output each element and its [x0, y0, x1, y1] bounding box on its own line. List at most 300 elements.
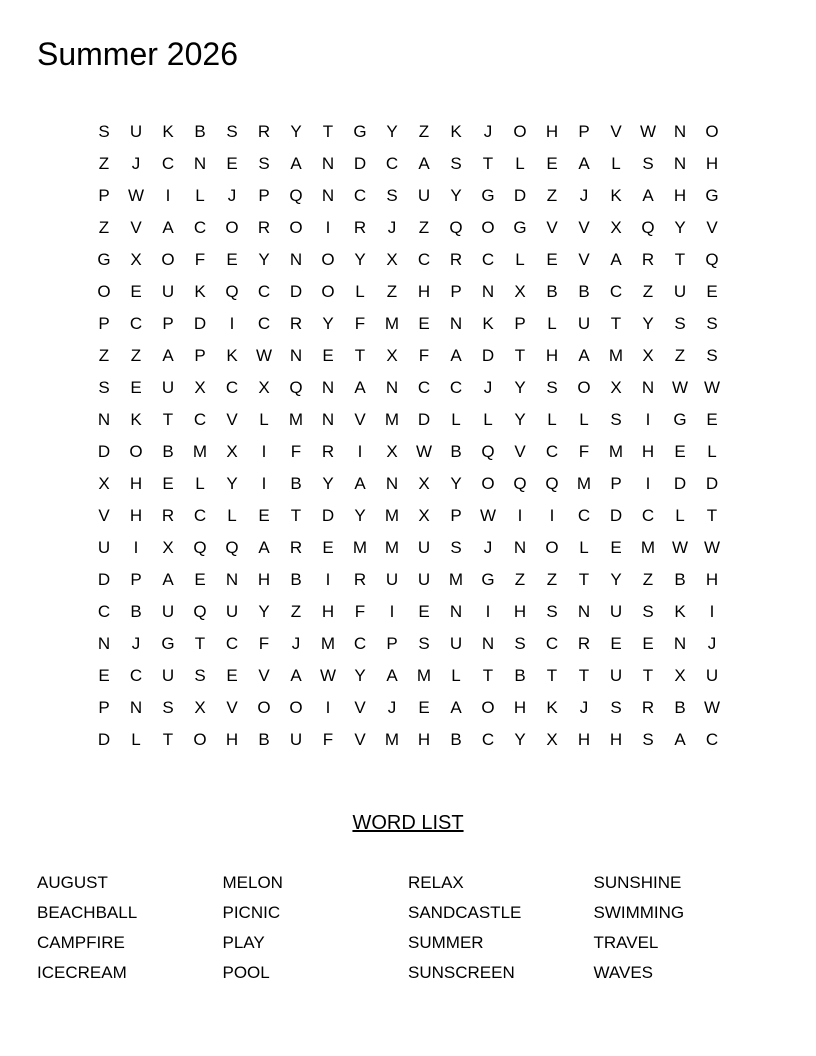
grid-letter[interactable]: Y	[514, 410, 526, 429]
grid-letter[interactable]: O	[481, 474, 495, 493]
grid-letter[interactable]: D	[97, 730, 111, 749]
grid-letter[interactable]: O	[129, 442, 143, 461]
grid-letter[interactable]: U	[385, 570, 399, 589]
grid-letter[interactable]: C	[193, 410, 207, 429]
grid-letter[interactable]: G	[705, 186, 719, 205]
grid-letter[interactable]: S	[98, 378, 110, 397]
grid-letter[interactable]: E	[130, 282, 142, 301]
grid-letter[interactable]: N	[641, 378, 655, 397]
grid-letter[interactable]: P	[450, 506, 462, 525]
grid-letter[interactable]: T	[674, 250, 686, 269]
grid-letter[interactable]: X	[418, 506, 430, 525]
grid-letter[interactable]: S	[610, 698, 622, 717]
grid-letter[interactable]: S	[98, 122, 110, 141]
grid-letter[interactable]: R	[641, 698, 655, 717]
grid-letter[interactable]: D	[481, 346, 495, 365]
grid-letter[interactable]: S	[642, 154, 654, 173]
grid-letter[interactable]: D	[289, 282, 303, 301]
grid-letter[interactable]: I	[325, 218, 331, 237]
grid-letter[interactable]: T	[290, 506, 302, 525]
grid-letter[interactable]: Q	[225, 282, 239, 301]
grid-letter[interactable]: A	[610, 250, 622, 269]
grid-letter[interactable]: A	[386, 666, 398, 685]
grid-letter[interactable]: U	[161, 666, 175, 685]
grid-letter[interactable]: Q	[289, 378, 303, 397]
grid-letter[interactable]: Z	[418, 218, 430, 237]
grid-letter[interactable]: W	[319, 666, 337, 685]
grid-letter[interactable]: S	[706, 314, 718, 333]
grid-letter[interactable]: Q	[641, 218, 655, 237]
grid-letter[interactable]: X	[226, 442, 238, 461]
grid-letter[interactable]: K	[610, 186, 622, 205]
grid-letter[interactable]: H	[545, 346, 559, 365]
grid-letter[interactable]: Y	[450, 474, 462, 493]
grid-letter[interactable]: B	[674, 570, 686, 589]
grid-letter[interactable]: G	[481, 186, 495, 205]
grid-letter[interactable]: N	[321, 154, 335, 173]
grid-letter[interactable]: J	[579, 698, 589, 717]
grid-letter[interactable]: K	[482, 314, 494, 333]
grid-letter[interactable]: H	[129, 506, 143, 525]
grid-letter[interactable]: A	[450, 698, 462, 717]
grid-letter[interactable]: U	[161, 282, 175, 301]
grid-letter[interactable]: V	[354, 730, 366, 749]
grid-letter[interactable]: A	[674, 730, 686, 749]
grid-letter[interactable]: L	[355, 282, 365, 301]
grid-letter[interactable]: E	[98, 666, 110, 685]
grid-letter[interactable]: M	[288, 410, 304, 429]
grid-letter[interactable]: F	[418, 346, 430, 365]
grid-letter[interactable]: A	[354, 474, 366, 493]
grid-letter[interactable]: E	[226, 666, 238, 685]
grid-letter[interactable]: J	[131, 634, 141, 653]
grid-letter[interactable]: P	[578, 122, 590, 141]
grid-letter[interactable]: C	[353, 186, 367, 205]
grid-letter[interactable]: E	[546, 250, 558, 269]
grid-letter[interactable]: V	[578, 250, 590, 269]
grid-letter[interactable]: Y	[354, 250, 366, 269]
grid-letter[interactable]: Q	[705, 250, 719, 269]
grid-letter[interactable]: T	[482, 154, 494, 173]
grid-letter[interactable]: U	[417, 538, 431, 557]
grid-letter[interactable]: V	[610, 122, 622, 141]
grid-letter[interactable]: U	[609, 602, 623, 621]
grid-letter[interactable]: M	[448, 570, 464, 589]
grid-letter[interactable]: X	[642, 346, 654, 365]
grid-letter[interactable]: B	[130, 602, 142, 621]
grid-letter[interactable]: K	[162, 122, 174, 141]
grid-letter[interactable]: R	[449, 250, 463, 269]
grid-letter[interactable]: V	[514, 442, 526, 461]
grid-letter[interactable]: Z	[642, 282, 654, 301]
grid-letter[interactable]: P	[130, 570, 142, 589]
grid-letter[interactable]: C	[481, 730, 495, 749]
grid-letter[interactable]: F	[322, 730, 334, 749]
grid-letter[interactable]: D	[353, 154, 367, 173]
grid-letter[interactable]: E	[226, 250, 238, 269]
grid-letter[interactable]: L	[483, 410, 493, 429]
grid-letter[interactable]: D	[673, 474, 687, 493]
grid-letter[interactable]: N	[321, 410, 335, 429]
grid-letter[interactable]: H	[129, 474, 143, 493]
grid-letter[interactable]: R	[257, 218, 271, 237]
grid-letter[interactable]: P	[98, 186, 110, 205]
grid-letter[interactable]: L	[611, 154, 621, 173]
grid-letter[interactable]: Y	[642, 314, 654, 333]
grid-letter[interactable]: L	[195, 474, 205, 493]
grid-letter[interactable]: W	[255, 346, 273, 365]
grid-letter[interactable]: L	[259, 410, 269, 429]
grid-letter[interactable]: I	[261, 474, 267, 493]
grid-letter[interactable]: J	[579, 186, 589, 205]
grid-letter[interactable]: A	[290, 666, 302, 685]
grid-letter[interactable]: B	[514, 666, 526, 685]
grid-letter[interactable]: H	[609, 730, 623, 749]
grid-letter[interactable]: K	[674, 602, 686, 621]
grid-letter[interactable]: O	[577, 378, 591, 397]
grid-letter[interactable]: I	[709, 602, 715, 621]
grid-letter[interactable]: V	[706, 218, 718, 237]
grid-letter[interactable]: V	[578, 218, 590, 237]
grid-letter[interactable]: C	[385, 154, 399, 173]
grid-letter[interactable]: E	[706, 282, 718, 301]
grid-letter[interactable]: S	[674, 314, 686, 333]
grid-letter[interactable]: C	[97, 602, 111, 621]
grid-letter[interactable]: I	[325, 570, 331, 589]
grid-letter[interactable]: L	[451, 410, 461, 429]
grid-letter[interactable]: U	[129, 122, 143, 141]
grid-letter[interactable]: B	[450, 730, 462, 749]
grid-letter[interactable]: Y	[354, 666, 366, 685]
grid-letter[interactable]: H	[577, 730, 591, 749]
grid-letter[interactable]: U	[577, 314, 591, 333]
grid-letter[interactable]: N	[321, 186, 335, 205]
grid-letter[interactable]: E	[706, 410, 718, 429]
grid-letter[interactable]: J	[483, 538, 493, 557]
grid-letter[interactable]: O	[289, 218, 303, 237]
grid-letter[interactable]: X	[418, 474, 430, 493]
grid-letter[interactable]: O	[545, 538, 559, 557]
grid-letter[interactable]: H	[641, 442, 655, 461]
grid-letter[interactable]: T	[706, 506, 718, 525]
grid-letter[interactable]: S	[642, 602, 654, 621]
grid-letter[interactable]: Z	[546, 570, 558, 589]
grid-letter[interactable]: S	[642, 730, 654, 749]
grid-letter[interactable]: Y	[514, 730, 526, 749]
grid-letter[interactable]: K	[194, 282, 206, 301]
grid-letter[interactable]: F	[194, 250, 206, 269]
grid-letter[interactable]: Q	[513, 474, 527, 493]
grid-letter[interactable]: S	[546, 378, 558, 397]
grid-letter[interactable]: F	[258, 634, 270, 653]
grid-letter[interactable]: B	[162, 442, 174, 461]
grid-letter[interactable]: W	[639, 122, 657, 141]
grid-letter[interactable]: N	[385, 378, 399, 397]
grid-letter[interactable]: B	[290, 570, 302, 589]
grid-letter[interactable]: U	[289, 730, 303, 749]
grid-letter[interactable]: E	[322, 346, 334, 365]
grid-letter[interactable]: H	[545, 122, 559, 141]
grid-letter[interactable]: Y	[354, 506, 366, 525]
grid-letter[interactable]: A	[290, 154, 302, 173]
grid-letter[interactable]: C	[577, 506, 591, 525]
grid-letter[interactable]: N	[513, 538, 527, 557]
grid-letter[interactable]: C	[193, 218, 207, 237]
grid-letter[interactable]: V	[546, 218, 558, 237]
grid-letter[interactable]: K	[546, 698, 558, 717]
grid-letter[interactable]: S	[546, 602, 558, 621]
grid-letter[interactable]: N	[385, 474, 399, 493]
grid-letter[interactable]: H	[225, 730, 239, 749]
grid-letter[interactable]: C	[193, 506, 207, 525]
grid-letter[interactable]: B	[450, 442, 462, 461]
grid-letter[interactable]: O	[225, 218, 239, 237]
grid-letter[interactable]: H	[513, 698, 527, 717]
grid-letter[interactable]: W	[127, 186, 145, 205]
grid-letter[interactable]: J	[387, 218, 397, 237]
grid-letter[interactable]: O	[481, 218, 495, 237]
grid-letter[interactable]: L	[547, 314, 557, 333]
grid-letter[interactable]: R	[289, 538, 303, 557]
grid-letter[interactable]: Y	[226, 474, 238, 493]
grid-letter[interactable]: A	[162, 346, 174, 365]
grid-letter[interactable]: E	[418, 602, 430, 621]
grid-letter[interactable]: W	[479, 506, 497, 525]
grid-letter[interactable]: W	[703, 538, 721, 557]
grid-letter[interactable]: M	[384, 538, 400, 557]
grid-letter[interactable]: I	[357, 442, 363, 461]
grid-letter[interactable]: J	[131, 154, 141, 173]
grid-letter[interactable]: U	[225, 602, 239, 621]
grid-letter[interactable]: R	[641, 250, 655, 269]
grid-letter[interactable]: T	[322, 122, 334, 141]
grid-letter[interactable]: G	[481, 570, 495, 589]
grid-letter[interactable]: V	[226, 410, 238, 429]
grid-letter[interactable]: N	[193, 154, 207, 173]
grid-letter[interactable]: W	[671, 538, 689, 557]
grid-letter[interactable]: W	[703, 698, 721, 717]
grid-letter[interactable]: N	[481, 282, 495, 301]
grid-letter[interactable]: N	[97, 410, 111, 429]
grid-letter[interactable]: U	[417, 570, 431, 589]
grid-letter[interactable]: R	[353, 570, 367, 589]
grid-letter[interactable]: U	[673, 282, 687, 301]
grid-letter[interactable]: M	[384, 506, 400, 525]
grid-letter[interactable]: I	[645, 410, 651, 429]
grid-letter[interactable]: M	[576, 474, 592, 493]
grid-letter[interactable]: C	[545, 442, 559, 461]
grid-letter[interactable]: A	[578, 346, 590, 365]
grid-letter[interactable]: A	[162, 218, 174, 237]
grid-letter[interactable]: A	[450, 346, 462, 365]
grid-letter[interactable]: X	[546, 730, 558, 749]
grid-letter[interactable]: Z	[98, 154, 110, 173]
grid-letter[interactable]: I	[261, 442, 267, 461]
grid-letter[interactable]: J	[483, 122, 493, 141]
grid-letter[interactable]: Q	[193, 602, 207, 621]
grid-letter[interactable]: K	[450, 122, 462, 141]
grid-letter[interactable]: L	[707, 442, 717, 461]
grid-letter[interactable]: P	[98, 314, 110, 333]
grid-letter[interactable]: C	[161, 154, 175, 173]
grid-letter[interactable]: S	[194, 666, 206, 685]
grid-letter[interactable]: Y	[322, 314, 334, 333]
grid-letter[interactable]: V	[258, 666, 270, 685]
grid-letter[interactable]: O	[193, 730, 207, 749]
grid-letter[interactable]: B	[194, 122, 206, 141]
grid-letter[interactable]: N	[577, 602, 591, 621]
grid-letter[interactable]: J	[483, 378, 493, 397]
grid-letter[interactable]: H	[417, 730, 431, 749]
grid-letter[interactable]: G	[673, 410, 687, 429]
grid-letter[interactable]: T	[546, 666, 558, 685]
grid-letter[interactable]: X	[194, 698, 206, 717]
grid-letter[interactable]: Q	[225, 538, 239, 557]
grid-letter[interactable]: G	[97, 250, 111, 269]
grid-letter[interactable]: P	[258, 186, 270, 205]
grid-letter[interactable]: R	[321, 442, 335, 461]
grid-letter[interactable]: V	[354, 410, 366, 429]
grid-letter[interactable]: U	[161, 378, 175, 397]
grid-letter[interactable]: J	[227, 186, 237, 205]
grid-letter[interactable]: L	[579, 410, 589, 429]
grid-letter[interactable]: Y	[290, 122, 302, 141]
grid-letter[interactable]: X	[98, 474, 110, 493]
grid-letter[interactable]: D	[193, 314, 207, 333]
grid-letter[interactable]: C	[257, 314, 271, 333]
grid-letter[interactable]: U	[417, 186, 431, 205]
grid-letter[interactable]: M	[608, 346, 624, 365]
grid-letter[interactable]: T	[610, 314, 622, 333]
grid-letter[interactable]: F	[354, 314, 366, 333]
grid-letter[interactable]: C	[641, 506, 655, 525]
grid-letter[interactable]: N	[289, 346, 303, 365]
grid-letter[interactable]: C	[705, 730, 719, 749]
grid-letter[interactable]: S	[418, 634, 430, 653]
grid-letter[interactable]: O	[481, 698, 495, 717]
grid-letter[interactable]: H	[705, 154, 719, 173]
grid-letter[interactable]: O	[321, 282, 335, 301]
grid-letter[interactable]: Z	[546, 186, 558, 205]
grid-letter[interactable]: N	[481, 634, 495, 653]
grid-letter[interactable]: C	[129, 314, 143, 333]
grid-letter[interactable]: P	[450, 282, 462, 301]
grid-letter[interactable]: Y	[674, 218, 686, 237]
grid-letter[interactable]: Z	[514, 570, 526, 589]
grid-letter[interactable]: M	[352, 538, 368, 557]
grid-letter[interactable]: O	[97, 282, 111, 301]
grid-letter[interactable]: E	[610, 538, 622, 557]
grid-letter[interactable]: Q	[289, 186, 303, 205]
grid-letter[interactable]: I	[325, 698, 331, 717]
grid-letter[interactable]: M	[384, 730, 400, 749]
grid-letter[interactable]: S	[258, 154, 270, 173]
grid-letter[interactable]: T	[578, 666, 590, 685]
grid-letter[interactable]: G	[513, 218, 527, 237]
grid-letter[interactable]: X	[130, 250, 142, 269]
grid-letter[interactable]: D	[321, 506, 335, 525]
grid-letter[interactable]: O	[257, 698, 271, 717]
grid-letter[interactable]: T	[514, 346, 526, 365]
grid-letter[interactable]: K	[226, 346, 238, 365]
grid-letter[interactable]: L	[515, 250, 525, 269]
grid-letter[interactable]: Z	[290, 602, 302, 621]
grid-letter[interactable]: M	[320, 634, 336, 653]
grid-letter[interactable]: N	[673, 634, 687, 653]
grid-letter[interactable]: T	[578, 570, 590, 589]
grid-letter[interactable]: O	[513, 122, 527, 141]
grid-letter[interactable]: A	[354, 378, 366, 397]
grid-letter[interactable]: R	[161, 506, 175, 525]
grid-letter[interactable]: E	[418, 698, 430, 717]
grid-letter[interactable]: I	[229, 314, 235, 333]
grid-letter[interactable]: Z	[130, 346, 142, 365]
grid-letter[interactable]: E	[546, 154, 558, 173]
grid-letter[interactable]: R	[353, 218, 367, 237]
grid-letter[interactable]: J	[707, 634, 717, 653]
grid-letter[interactable]: X	[514, 282, 526, 301]
grid-letter[interactable]: D	[705, 474, 719, 493]
grid-letter[interactable]: N	[289, 250, 303, 269]
grid-letter[interactable]: X	[386, 346, 398, 365]
grid-letter[interactable]: Q	[481, 442, 495, 461]
grid-letter[interactable]: A	[162, 570, 174, 589]
grid-letter[interactable]: C	[417, 378, 431, 397]
grid-letter[interactable]: K	[130, 410, 142, 429]
grid-letter[interactable]: G	[161, 634, 175, 653]
grid-letter[interactable]: B	[258, 730, 270, 749]
grid-letter[interactable]: Q	[545, 474, 559, 493]
grid-letter[interactable]: Q	[449, 218, 463, 237]
grid-letter[interactable]: I	[517, 506, 523, 525]
grid-letter[interactable]: N	[321, 378, 335, 397]
grid-letter[interactable]: R	[257, 122, 271, 141]
grid-letter[interactable]: N	[449, 314, 463, 333]
grid-letter[interactable]: P	[194, 346, 206, 365]
grid-letter[interactable]: Z	[418, 122, 430, 141]
grid-letter[interactable]: I	[133, 538, 139, 557]
grid-letter[interactable]: N	[129, 698, 143, 717]
grid-letter[interactable]: Z	[674, 346, 686, 365]
grid-letter[interactable]: V	[226, 698, 238, 717]
grid-letter[interactable]: Y	[450, 186, 462, 205]
grid-letter[interactable]: D	[513, 186, 527, 205]
grid-letter[interactable]: E	[162, 474, 174, 493]
grid-letter[interactable]: M	[608, 442, 624, 461]
grid-letter[interactable]: H	[321, 602, 335, 621]
grid-letter[interactable]: W	[703, 378, 721, 397]
grid-letter[interactable]: U	[97, 538, 111, 557]
grid-letter[interactable]: X	[162, 538, 174, 557]
grid-letter[interactable]: A	[418, 154, 430, 173]
grid-letter[interactable]: B	[674, 698, 686, 717]
grid-letter[interactable]: Z	[98, 346, 110, 365]
grid-letter[interactable]: X	[386, 442, 398, 461]
grid-letter[interactable]: X	[386, 250, 398, 269]
grid-letter[interactable]: F	[354, 602, 366, 621]
grid-letter[interactable]: L	[451, 666, 461, 685]
grid-letter[interactable]: W	[415, 442, 433, 461]
grid-letter[interactable]: E	[610, 634, 622, 653]
grid-letter[interactable]: D	[417, 410, 431, 429]
grid-letter[interactable]: C	[225, 634, 239, 653]
grid-letter[interactable]: I	[549, 506, 555, 525]
grid-letter[interactable]: N	[97, 634, 111, 653]
grid-letter[interactable]: U	[705, 666, 719, 685]
grid-letter[interactable]: C	[353, 634, 367, 653]
grid-letter[interactable]: E	[258, 506, 270, 525]
grid-letter[interactable]: O	[321, 250, 335, 269]
